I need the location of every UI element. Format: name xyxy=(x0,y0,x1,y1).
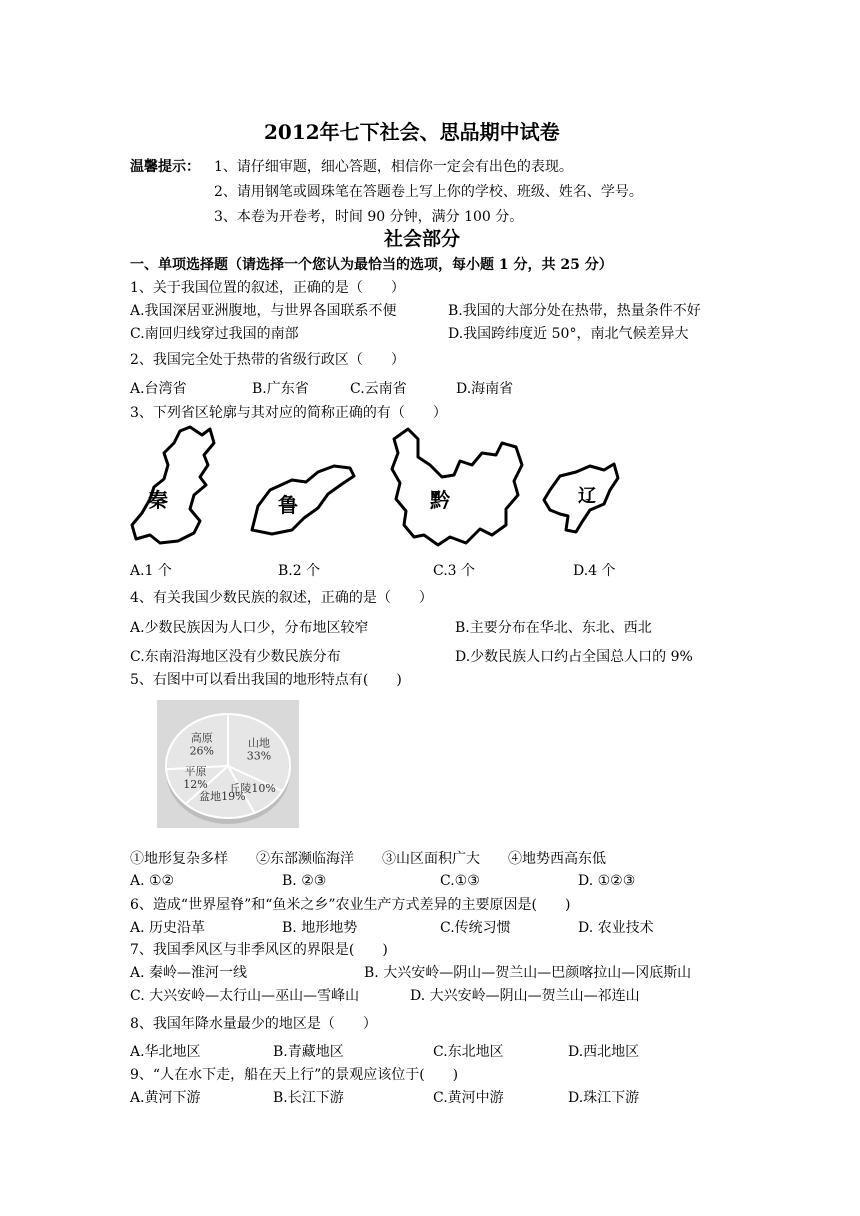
pie-label-1: 高原 26% xyxy=(189,731,215,758)
q3-option-a: A.1 个 xyxy=(130,563,172,579)
shaanxi-outline-map xyxy=(130,425,226,545)
q7-option-b: B. 大兴安岭—阴山—贺兰山—巴颜喀拉山—冈底斯山 xyxy=(364,965,692,981)
q2-option-c: C.云南省 xyxy=(350,381,407,397)
terrain-pie-chart xyxy=(157,700,299,828)
q6-option-b: B. 地形地势 xyxy=(282,920,358,936)
q5-option-d: D. ①②③ xyxy=(578,873,636,889)
q5-option-b: B. ②③ xyxy=(282,873,327,889)
map-label-qian: 黔 xyxy=(430,488,450,512)
q3-option-d: D.4 个 xyxy=(573,563,616,579)
pie-label-3: 丘陵10% xyxy=(229,782,276,795)
q7-option-d: D. 大兴安岭—阴山—贺兰山—祁连山 xyxy=(410,988,640,1004)
q1-option-b: B.我国的大部分处在热带，热量条件不好 xyxy=(448,303,701,319)
q6-option-a: A. 历史沿革 xyxy=(130,920,206,936)
q9-option-a: A.黄河下游 xyxy=(130,1090,201,1106)
map-label-qin: 秦 xyxy=(148,488,168,512)
tips-label: 温馨提示： xyxy=(130,159,200,175)
q4-option-a: A.少数民族因为人口少，分布地区较窄 xyxy=(130,620,369,636)
q4-option-c: C.东南沿海地区没有少数民族分布 xyxy=(130,649,341,665)
q1-option-c: C.南回归线穿过我国的南部 xyxy=(130,326,299,342)
q5-stem: 5、右图中可以看出我国的地形特点有( ) xyxy=(130,672,402,688)
q7-option-a: A. 秦岭—淮河一线 xyxy=(130,965,248,981)
q8-stem: 8、我国年降水量最少的地区是（ ） xyxy=(130,1016,377,1032)
q9-option-d: D.珠江下游 xyxy=(568,1090,640,1106)
q9-option-b: B.长江下游 xyxy=(273,1090,344,1106)
part1-heading: 一、单项选择题（请选择一个您认为最恰当的选项，每小题 1 分，共 25 分） xyxy=(130,257,613,273)
terrain-pie-svg xyxy=(157,700,299,828)
q1-option-a: A.我国深居亚洲腹地，与世界各国联系不便 xyxy=(130,303,397,319)
q2-option-b: B.广东省 xyxy=(252,381,309,397)
shandong-outline-map xyxy=(248,460,358,540)
map-label-liao: 辽 xyxy=(578,486,596,507)
q8-option-d: D.西北地区 xyxy=(568,1044,640,1060)
q3-stem: 3、下列省区轮廓与其对应的简称正确的有（ ） xyxy=(130,405,447,421)
q8-option-c: C.东北地区 xyxy=(433,1044,504,1060)
pie-label-4: 盆地19% xyxy=(199,789,246,803)
q2-option-d: D.海南省 xyxy=(456,381,514,397)
tip-2: 2、请用钢笔或圆珠笔在答题卷上写上你的学校、班级、姓名、学号。 xyxy=(214,184,643,200)
q4-stem: 4、有关我国少数民族的叙述，正确的是（ ） xyxy=(130,590,433,606)
q1-stem: 1、关于我国位置的叙述，正确的是（ ） xyxy=(130,280,405,296)
q4-option-d: D.少数民族人口约占全国总人口的 9% xyxy=(455,649,693,665)
q8-option-b: B.青藏地区 xyxy=(273,1044,344,1060)
q2-stem: 2、我国完全处于热带的省级行政区（ ） xyxy=(130,352,405,368)
page-title: 2012年七下社会、思品期中试卷 xyxy=(264,120,560,144)
q9-option-c: C.黄河中游 xyxy=(433,1090,504,1106)
map-label-lu: 鲁 xyxy=(278,493,298,517)
q4-option-b: B.主要分布在华北、东北、西北 xyxy=(455,620,652,636)
q7-stem: 7、我国季风区与非季风区的界限是( ) xyxy=(130,942,388,958)
liaoning-outline-map xyxy=(540,460,620,536)
q7-option-c: C. 大兴安岭—太行山—巫山—雪峰山 xyxy=(130,988,360,1004)
q3-option-c: C.3 个 xyxy=(433,563,476,579)
q6-stem: 6、造成“世界屋脊”和“鱼米之乡”农业生产方式差异的主要原因是( ) xyxy=(130,897,571,913)
q3-option-b: B.2 个 xyxy=(278,563,321,579)
q8-option-a: A.华北地区 xyxy=(130,1044,201,1060)
q5-option-a: A. ①② xyxy=(130,873,175,889)
q2-option-a: A.台湾省 xyxy=(130,381,187,397)
q5-option-c: C.①③ xyxy=(440,873,480,889)
q1-option-d: D.我国跨纬度近 50°，南北气候差异大 xyxy=(448,326,689,342)
q6-option-d: D. 农业技术 xyxy=(578,920,654,936)
guizhou-outline-map xyxy=(384,425,526,550)
tip-1: 1、请仔细审题，细心答题，相信你一定会有出色的表现。 xyxy=(214,159,573,175)
pie-label-5: 平原 12% xyxy=(183,764,208,791)
q5-statements: ①地形复杂多样 ②东部濒临海洋 ③山区面积广大 ④地势西高东低 xyxy=(130,851,606,867)
pie-label-2: 山地 33% xyxy=(246,736,272,763)
q6-option-c: C.传统习惯 xyxy=(440,920,511,936)
q9-stem: 9、“人在水下走，船在天上行”的景观应该位于( ) xyxy=(130,1067,459,1083)
tip-3: 3、本卷为开卷考，时间 90 分钟，满分 100 分。 xyxy=(214,209,524,225)
section-title: 社会部分 xyxy=(384,228,461,250)
